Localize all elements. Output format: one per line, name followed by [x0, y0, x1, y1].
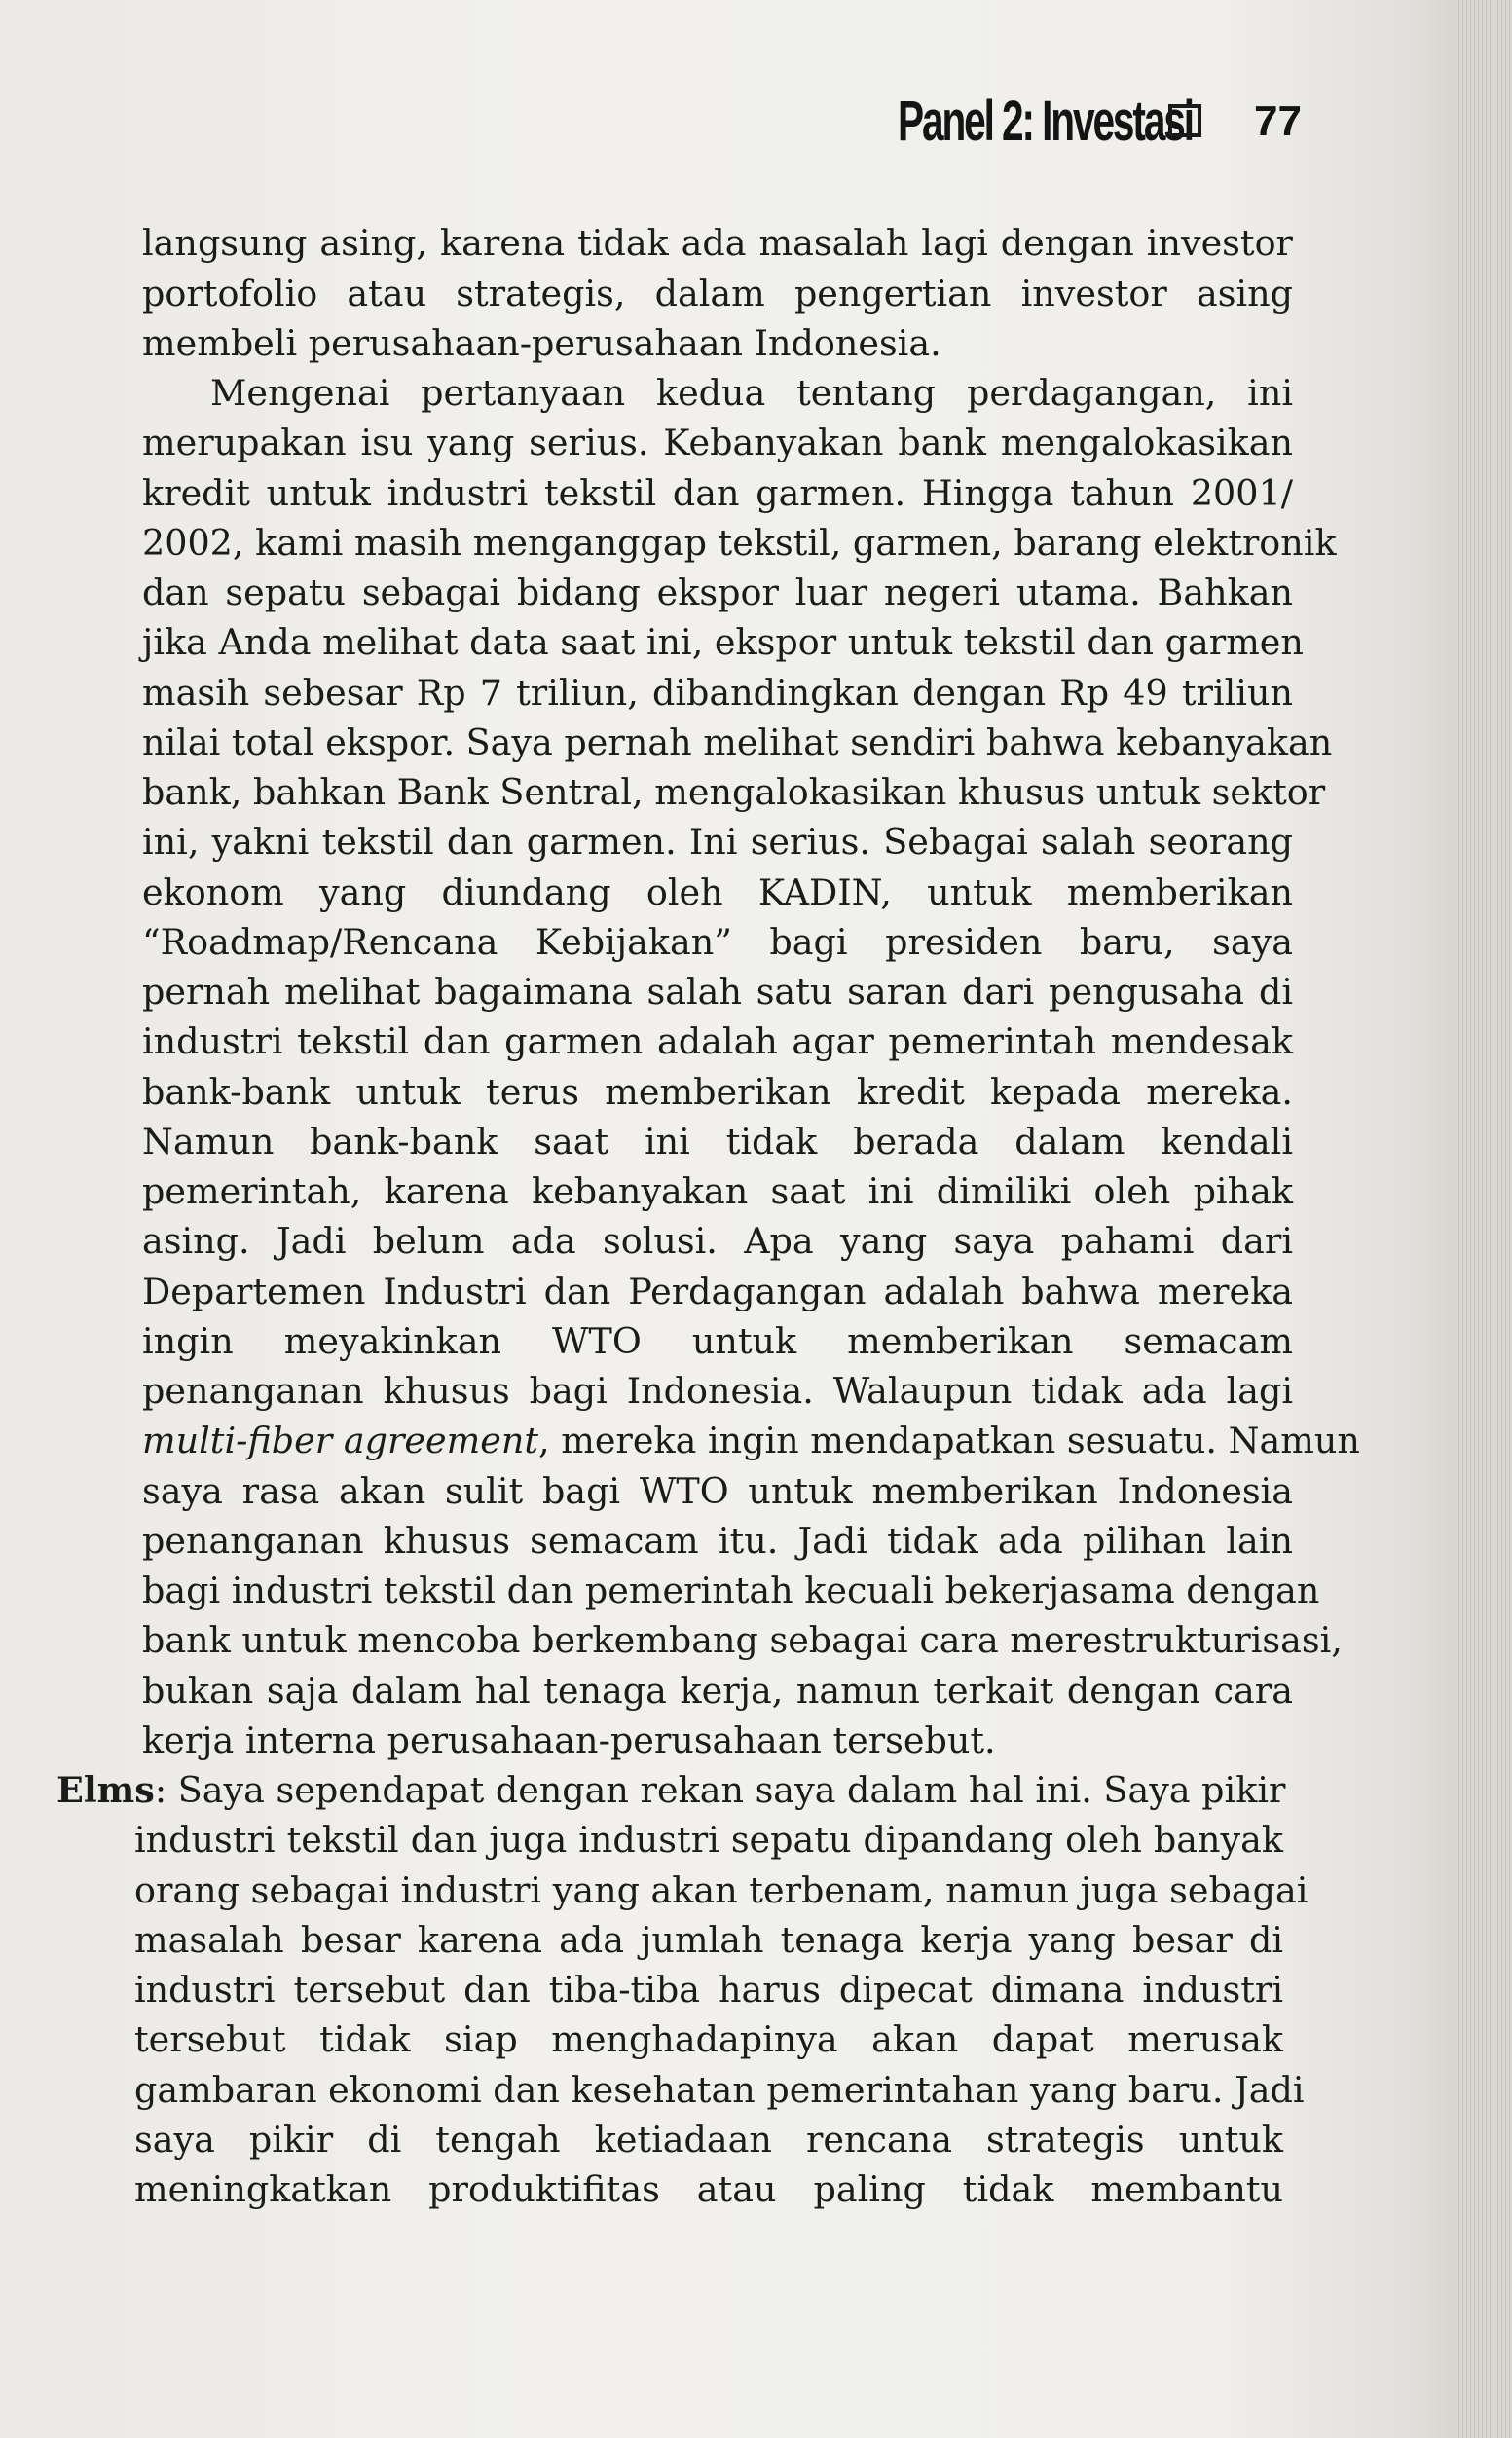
text-line: masih sebesar Rp 7 triliun, dibandingkan dengan Rp 49 triliun	[142, 672, 1293, 714]
text-line: saya rasa akan sulit bagi WTO untuk memberikan Indonesia	[142, 1470, 1293, 1512]
text-line: pernah melihat bagaimana salah satu saran dari pengusaha di	[142, 971, 1293, 1013]
text-line: bank, bahkan Bank Sentral, mengalokasikan khusus untuk sektor	[142, 771, 1326, 813]
text-line: gambaran ekonomi dan kesehatan pemerintahan yang baru. Jadi	[134, 2069, 1305, 2111]
text-line: membeli perusahaan-perusahaan Indonesia.	[142, 322, 941, 364]
text-line: industri tekstil dan garmen adalah agar pemerintah mendesak	[142, 1020, 1293, 1062]
text-line: meningkatkan produktifitas atau paling tidak membantu	[134, 2168, 1283, 2210]
text-line: ingin meyakinkan WTO untuk memberikan semacam	[142, 1320, 1293, 1362]
text-line: bagi industri tekstil dan pemerintah kecuali bekerjasama dengan	[142, 1570, 1320, 1611]
text-line: dan sepatu sebagai bidang ekspor luar negeri utama. Bahkan	[142, 572, 1293, 613]
text-line: industri tekstil dan juga industri sepatu dipandang oleh banyak	[134, 1819, 1283, 1861]
text-line: langsung asing, karena tidak ada masalah lagi dengan investor	[142, 222, 1293, 264]
text-line: nilai total ekspor. Saya pernah melihat sendiri bahwa kebanyakan	[142, 721, 1333, 763]
text-line: portofolio atau strategis, dalam pengertian investor asing	[142, 273, 1293, 314]
text-line: Departemen Industri dan Perdagangan adalah bahwa mereka	[142, 1271, 1293, 1312]
text-line: kerja interna perusahaan-perusahaan tersebut.	[142, 1719, 996, 1761]
text-line: merupakan isu yang serius. Kebanyakan bank mengalokasikan	[142, 422, 1293, 463]
text-line: orang sebagai industri yang akan terbenam, namun juga sebagai	[134, 1869, 1309, 1911]
text-line: Namun bank-bank saat ini tidak berada dalam kendali	[142, 1121, 1293, 1163]
text-line: penanganan khusus semacam itu. Jadi tidak ada pilihan lain	[142, 1520, 1293, 1562]
text-line: “Roadmap/Rencana Kebijakan” bagi presiden baru, saya	[142, 921, 1293, 963]
text-line	[56, 1765, 1285, 1816]
page-number: 77	[1254, 97, 1302, 145]
text-line: masalah besar karena ada jumlah tenaga kerja yang besar di	[134, 1919, 1283, 1961]
square-separator-icon	[1168, 104, 1201, 137]
text-line: penanganan khusus bagi Indonesia. Walaupun tidak ada lagi	[142, 1370, 1293, 1412]
text-line: kredit untuk industri tekstil dan garmen. Hingga tahun 2001/	[142, 472, 1293, 514]
text-segment: , mereka ingin mendapatkan sesuatu. Namun	[538, 1420, 1360, 1461]
text-line: tersebut tidak siap menghadapinya akan dapat merusak	[134, 2018, 1283, 2060]
text-line: asing. Jadi belum ada solusi. Apa yang saya pahami dari	[142, 1220, 1293, 1262]
text-segment: : Saya sependapat dengan rekan saya dalam hal ini. Saya pikir	[154, 1769, 1286, 1811]
section-title: Panel 2: Investasi	[898, 90, 1193, 153]
text-line: saya pikir di tengah ketiadaan rencana strategis untuk	[134, 2119, 1283, 2161]
text-line: bukan saja dalam hal tenaga kerja, namun terkait dengan cara	[142, 1670, 1293, 1712]
text-line	[142, 1416, 1360, 1466]
text-line: 2002, kami masih menganggap tekstil, garmen, barang elektronik	[142, 522, 1337, 564]
text-line: bank untuk mencoba berkembang sebagai cara merestrukturisasi,	[142, 1619, 1343, 1661]
text-line: ini, yakni tekstil dan garmen. Ini serius. Sebagai salah seorang	[142, 821, 1293, 863]
italic-term: multi-fiber agreement	[142, 1420, 538, 1461]
text-line: pemerintah, karena kebanyakan saat ini dimiliki oleh pihak	[142, 1170, 1293, 1212]
text-line: jika Anda melihat data saat ini, ekspor untuk tekstil dan garmen	[142, 621, 1304, 663]
speaker-name: Elms	[56, 1769, 155, 1811]
text-line: ekonom yang diundang oleh KADIN, untuk memberikan	[142, 871, 1293, 913]
text-line: Mengenai pertanyaan kedua tentang perdagangan, ini	[210, 372, 1293, 414]
running-header	[886, 88, 1302, 156]
page-edge	[1456, 0, 1512, 2438]
text-line: industri tersebut dan tiba-tiba harus dipecat dimana industri	[134, 1969, 1283, 2011]
text-line: bank-bank untuk terus memberikan kredit kepada mereka.	[142, 1071, 1293, 1113]
